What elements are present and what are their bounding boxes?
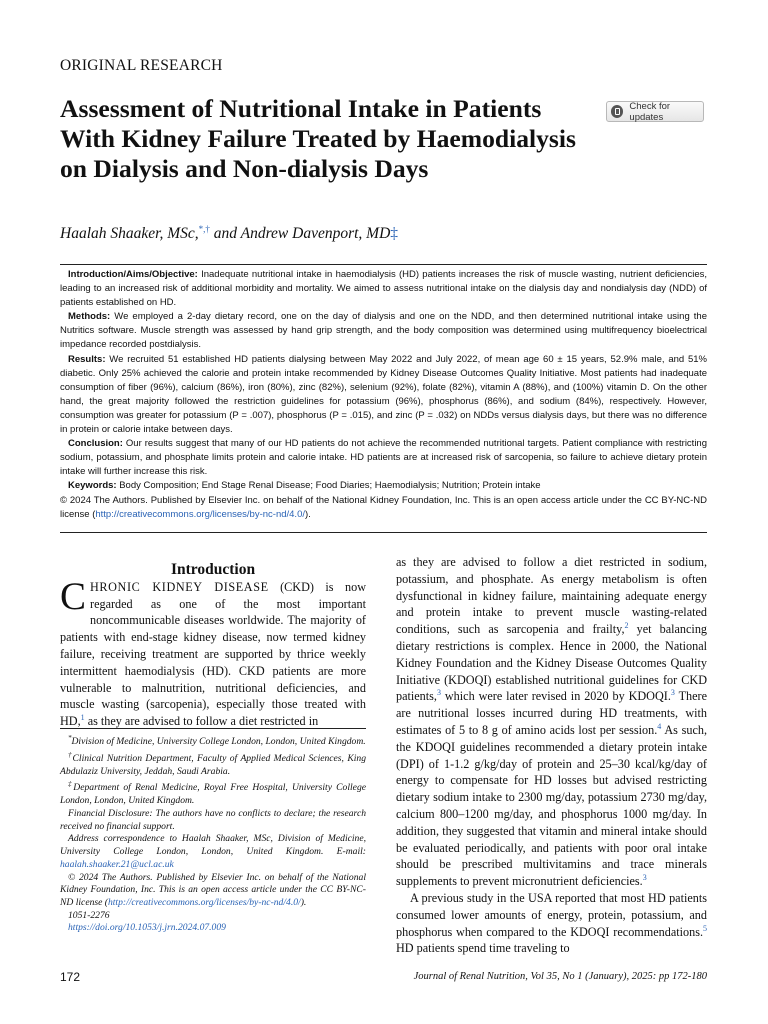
abstract-bottom-rule [60,532,707,533]
abstract-conclusion: Conclusion: Our results suggest that many of our HD patients do not achieve the recommended nutritional targets. Patient compliance with restricting sodium, potassium, and phosphate limits protein and calorie intake. HD patients are at increased risk of sarcopenia, so failure to achieve dietary protein intake will further increase this risk. [60,438,707,478]
footnote-affiliation-3: ‡Department of Renal Medicine, Royal Free Hospital, University College London, London, United Kingdom. [60,780,366,807]
author-list [60,224,398,243]
journal-citation: Journal of Renal Nutrition, Vol 35, No 1 (January), 2025: pp 172-180 [413,971,707,982]
abstract-keywords: Keywords: Body Composition; End Stage Renal Disease; Food Diaries; Haemodialysis; Nutrition; Protein intake [68,480,541,492]
intro-paragraph-1-start: CHRONIC KIDNEY DISEASE (CKD) is now regarded as one of the most important noncommunicable diseases worldwide. The majority of patients with end-stage kidney disease, now termed kidney failure, receiving treatment are supported by thrice weekly intermittent haemodialysis (HD). CKD patients are more vulnerable to malnutrition, nutritional deficiencies, and muscle wasting (sarcopenia), especially those treated with HD,$^1$ as they are advised to follow a diet restricted in [60,574,367,729]
abstract-introduction: Introduction/Aims/Objective: Inadequate nutritional intake in haemodialysis (HD) patients increases the risk of muscle wasting, nutrient deficiencies, leading to an increased risk of additional morbidity and mortality. We aimed to assess nutritional intake on the dialysis day and nondialysis day (NDD) of patients established on HD. [60,269,707,309]
check-for-updates-label: Check for updates [629,100,671,123]
email-link[interactable]: haalah.shaaker.21@ucl.ac.uk [60,858,174,870]
author-2: Andrew Davenport, MD [240,225,391,243]
right-column [396,554,707,957]
license-link[interactable]: http://creativecommons.org/licenses/by-nc-nd/4.0/ [95,508,305,520]
abstract-copyright: © 2024 The Authors. Published by Elsevier Inc. on behalf of the National Kidney Foundation, Inc. This is an open access article under the CC BY-NC-ND license (http://creativecommons.org/licenses/by-nc-nd/4.0/). [60,494,707,520]
abstract-methods: Methods: We employed a 2-day dietary record, one on the day of dialysis and one on the NDD, and then determined nutritional intake using the Nutritics software. Muscle strength was assessed by hand grip strength, and the body composition was determined using multifrequency bioelectrical impedance recorded postdialysis. [60,311,707,351]
article-title: Assessment of Nutritional Intake in Patients With Kidney Failure Treated by Haemodialysis on Dialysis and Non-dialysis Days [60,94,576,183]
reference-link[interactable]: 4 [657,721,662,731]
abstract-results: Results: We recruited 51 established HD patients dialysing between May 2022 and July 2022, of mean age 60 ± 15 years, 52.9% male, and 51% diabetic. Only 25% achieved the calorie and protein intake recommended by Kidney Disease Outcomes Quality Initiative. Most patients had inadequate consumption of fiber (96%), calcium (86%), iron (80%), zinc (82%), selenium (92%), folate (82%), vitamin A (88%), and (100%) vitamin D. On the other hand, the great majority followed the restriction guidelines for potassium (96%), phosphorus (86%), and sodium (84%), respectively. However, consumption was greater for potassium (P = .007), phosphorus (P = .015), and zinc (P = .032) on NDDs versus dialysis days, but there was no difference in protein or calorie intake between days. [60,353,707,436]
footnote-affiliation-1: *Division of Medicine, University College London, London, United Kingdom. [68,734,366,748]
reference-link[interactable]: 5 [703,923,707,933]
check-for-updates-button[interactable] [606,101,704,122]
smallcaps-lead: HRONIC KIDNEY DISEASE [90,579,269,594]
footnote-correspondence: Address correspondence to Haalah Shaaker, MSc, Division of Medicine, University College London, London, United Kingdom. E-mail: haalah.shaaker.21@ucl.ac.uk [60,833,366,870]
page-number: 172 [60,970,81,984]
author-2-affiliation-mark[interactable]: ‡ [390,225,399,243]
reference-link[interactable]: 2 [624,621,629,631]
footnote-issn: 1051-2276 [68,909,110,921]
footnote-disclosure: Financial Disclosure: The authors have no conflicts to declare; the research received no financial support. [60,808,366,832]
reference-link[interactable]: 3 [670,688,675,698]
introduction-heading: Introduction [170,561,256,578]
section-label: ORIGINAL RESEARCH [60,57,223,74]
author-connector: and [209,225,241,243]
reference-link[interactable]: 3 [642,873,647,883]
crossmark-icon [611,105,623,118]
author-1-affiliation-marks[interactable]: *,† [198,224,210,234]
reference-link[interactable]: 3 [436,688,441,698]
footnotes [60,732,366,935]
reference-link[interactable]: 1 [80,713,85,723]
abstract [60,268,707,522]
footnote-affiliation-2: †Clinical Nutrition Department, Faculty of Applied Medical Sciences, King Abdulaziz University, Jeddah, Saudi Arabia. [60,750,366,777]
left-column [60,562,366,730]
intro-paragraph-1-continued: as they are advised to follow a diet restricted in sodium, potassium, and phosphate. As energy metabolism is often dysfunctional in kidney failure, maintaining adequate energy and protein intake to prevent muscle wasting-related conditions, such as sarcopenia and frailty,$^2$ yet balancing dietary restrictions is complex. Hence in 2000, the National Kidney Foundation and the Kidney Disease Outcomes Quality Initiative (KDOQI) established nutritional guidelines for CKD patients,$^3$ which were later revised in 2020 by KDOQI.$^3$ There are nutritional losses incurred during HD treatments, with estimates of 5 to 8 g of amino acids lost per session.$^4$ As such, the KDOQI guidelines recommended a dietary protein intake (DPI) of 1-1.2 g/kg/day of protein and 25–30 kcal/kg/day of energy to compensate for HD losses but advised restricting dietary sodium intake to 2300 mg/day, potassium 2730 mg/day, calcium 800–1200 mg/day, and phosphorus 1000 mg/day. In addition, they suggested that vitamin and mineral intake should be evaluated periodically, and patients with poor oral intake should be prescribed multivitamins and trace minerals supplements to prevent micronutrient deficiencies.$^3$ [396,555,708,889]
intro-paragraph-2: A previous study in the USA reported that most HD patients consumed lower amounts of energy, protein, potassium, and phosphorus when compared to the KDOQI recommendations.$^5$ HD patients spend time traveling to [396,890,707,956]
drop-cap: C [60,574,87,618]
footnote-rule [60,728,366,729]
doi-link[interactable]: https://doi.org/10.1053/j.jrn.2024.07.009 [68,922,226,934]
footnote-doi [60,922,366,935]
footnote-copyright: © 2024 The Authors. Published by Elsevier Inc. on behalf of the National Kidney Foundation, Inc. This is an open access article under the CC BY-NC-ND license (http://creativecommons.org/licenses/by-nc-nd/4.0/). [60,871,366,908]
abstract-top-rule [60,264,707,265]
footnote-license-link[interactable]: http://creativecommons.org/licenses/by-nc-nd/4.0/ [107,897,301,908]
author-1: Haalah Shaaker, MSc, [60,225,199,243]
